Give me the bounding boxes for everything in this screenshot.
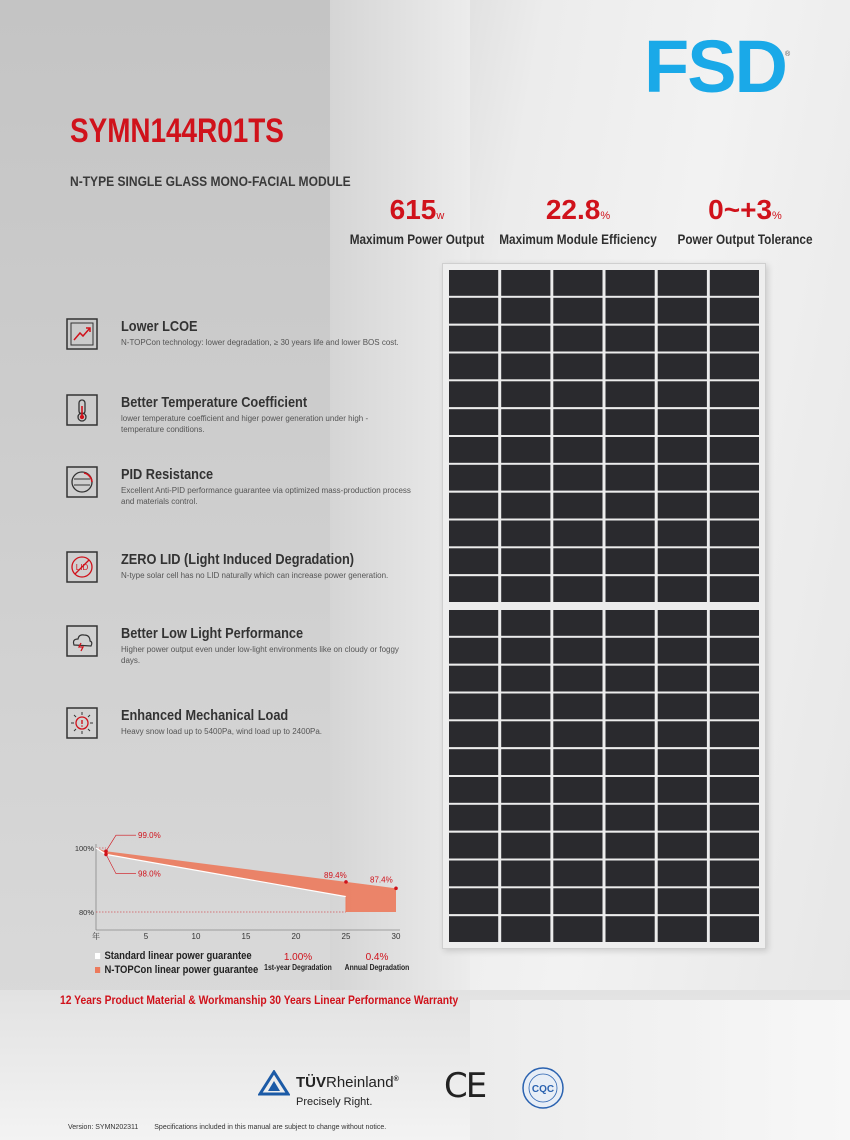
solar-cell: [501, 521, 550, 547]
tuv-tagline: Precisely Right.: [296, 1096, 373, 1108]
annual-degradation: [337, 952, 417, 972]
solar-cell: [553, 326, 602, 352]
solar-cell: [449, 861, 498, 887]
solar-cell: [553, 576, 602, 602]
feature-title: Lower LCOE: [121, 318, 198, 335]
solar-cell: [710, 493, 759, 519]
solar-cell: [658, 694, 707, 720]
solar-cell: [658, 270, 707, 296]
solar-cell: [606, 465, 655, 491]
solar-cell: [449, 548, 498, 574]
solar-cell: [553, 694, 602, 720]
solar-cell: [449, 381, 498, 407]
x-tick-label: 25: [341, 932, 351, 941]
solar-cell: [553, 833, 602, 859]
solar-cell: [501, 354, 550, 380]
solar-cell: [710, 888, 759, 914]
solar-cell: [501, 493, 550, 519]
solar-cell: [710, 666, 759, 692]
solar-cell: [710, 548, 759, 574]
first-year-degradation: [258, 952, 338, 972]
solar-cell: [606, 749, 655, 775]
solar-cell: [501, 610, 550, 636]
stat-unit: %: [772, 210, 782, 222]
x-tick-label: 10: [191, 932, 201, 941]
svg-text:LID: LID: [75, 563, 89, 572]
solar-cell: [501, 298, 550, 324]
solar-cell: [658, 298, 707, 324]
solar-cell: [710, 298, 759, 324]
x-tick-label: 15: [241, 932, 251, 941]
solar-cell: [606, 409, 655, 435]
solar-cell: [606, 270, 655, 296]
solar-cell: [606, 805, 655, 831]
solar-cell: [658, 777, 707, 803]
solar-cell: [710, 861, 759, 887]
solar-cell: [449, 666, 498, 692]
solar-cell: [710, 833, 759, 859]
legend-swatch: [95, 953, 100, 959]
version-label: Version: SYMN202311: [68, 1124, 139, 1131]
solar-cell: [710, 694, 759, 720]
solar-cell: [501, 437, 550, 463]
solar-cell: [501, 805, 550, 831]
solar-cell: [553, 298, 602, 324]
stat-efficiency: [483, 195, 673, 247]
solar-cell: [449, 270, 498, 296]
solar-cell: [606, 298, 655, 324]
solar-cell: [449, 465, 498, 491]
solar-cell: [501, 576, 550, 602]
solar-cell: [449, 521, 498, 547]
solar-cell: [710, 576, 759, 602]
solar-cell: [553, 805, 602, 831]
solar-cell: [658, 409, 707, 435]
solar-cell: [710, 916, 759, 942]
solar-cell: [658, 749, 707, 775]
solar-cell: [553, 749, 602, 775]
degradation-label: 1st-year Degradation: [264, 963, 332, 972]
feature-title: PID Resistance: [121, 466, 214, 483]
cqc-seal: [521, 1066, 565, 1110]
legend-standard: [95, 950, 252, 962]
solar-cell: [501, 548, 550, 574]
degradation-value: 1.00%: [283, 952, 313, 963]
solar-cell: [449, 409, 498, 435]
tuv-name-light: Rheinland: [326, 1074, 394, 1091]
solar-cell: [658, 381, 707, 407]
solar-cell: [658, 465, 707, 491]
thermometer-icon: [66, 394, 98, 426]
stat-tolerance: [650, 195, 840, 247]
data-label: 87.4%: [370, 875, 393, 885]
footer: [68, 1124, 386, 1131]
solar-cell: [606, 694, 655, 720]
y-tick-label: 100%: [74, 844, 94, 853]
stat-value: 22.8: [545, 194, 601, 225]
solar-cell: [658, 521, 707, 547]
solar-cell: [553, 638, 602, 664]
stat-label: Maximum Power Output: [349, 231, 485, 247]
solar-cell: [553, 610, 602, 636]
solar-cell: [606, 381, 655, 407]
solar-cell: [606, 576, 655, 602]
solar-cell: [449, 916, 498, 942]
tuv-name: [296, 1074, 399, 1091]
solar-cell: [449, 805, 498, 831]
x-tick-label: 5: [143, 932, 149, 941]
solar-cell: [501, 694, 550, 720]
stat-label: Power Output Tolerance: [677, 231, 813, 247]
feature-description: N-type solar cell has no LID naturally which can increase power generation.: [121, 571, 389, 580]
solar-cell: [501, 721, 550, 747]
solar-cell: [710, 638, 759, 664]
pid-shield-icon: [66, 466, 98, 498]
x-tick-label: 年: [92, 932, 100, 941]
legend-ntopcon: [95, 964, 258, 976]
solar-panel-cells: [449, 270, 759, 942]
solar-cell: [501, 270, 550, 296]
degradation-label: Annual Degradation: [344, 963, 410, 972]
solar-cell: [449, 749, 498, 775]
disclaimer: Specifications included in this manual are subject to change without notice.: [154, 1124, 387, 1131]
page-title: SYMN144R01TS: [70, 112, 284, 150]
feature-description: Excellent Anti-PID performance guarantee via optimized mass-production process and materials control.: [121, 486, 411, 506]
feature-title: Better Low Light Performance: [121, 625, 304, 642]
feature-description: Higher power output even under low-light environments like on cloudy or foggy days.: [121, 645, 399, 665]
solar-cell: [449, 888, 498, 914]
solar-cell: [658, 576, 707, 602]
series-ntopcon-area: [96, 848, 396, 912]
legend-label: N-TOPCon linear power guarantee: [104, 964, 259, 976]
solar-cell: [501, 465, 550, 491]
degradation-value: 0.4%: [365, 952, 389, 963]
solar-cell: [501, 777, 550, 803]
stat-unit: %: [600, 210, 611, 222]
solar-cell: [710, 721, 759, 747]
feature-description: lower temperature coefficient and higer power generation under high -temperature conditions.: [121, 414, 369, 434]
solar-cell: [658, 437, 707, 463]
solar-cell: [606, 326, 655, 352]
warranty-chart: [62, 830, 422, 955]
solar-panel-image: [442, 263, 766, 949]
data-point: [104, 849, 108, 853]
solar-cell: [658, 916, 707, 942]
svg-text:®: ®: [785, 51, 791, 58]
solar-cell: [710, 777, 759, 803]
solar-cell: [606, 916, 655, 942]
solar-cell: [606, 861, 655, 887]
solar-cell: [553, 493, 602, 519]
stat-value: 615: [389, 194, 437, 225]
annotation-leader: [106, 835, 136, 851]
feature-description: Heavy snow load up to 5400Pa, wind load up to 2400Pa.: [121, 727, 323, 736]
solar-cell: [553, 777, 602, 803]
solar-cell: [449, 354, 498, 380]
warranty-statement: 12 Years Product Material & Workmanship 30 Years Linear Performance Warranty: [60, 993, 459, 1007]
tuv-triangle-icon: [258, 1070, 290, 1096]
solar-cell: [658, 888, 707, 914]
brand-logo: [642, 30, 792, 100]
solar-cell: [658, 861, 707, 887]
solar-cell: [606, 777, 655, 803]
solar-cell: [501, 861, 550, 887]
trend-chart-icon: [66, 318, 98, 350]
solar-cell: [553, 437, 602, 463]
solar-cell: [658, 666, 707, 692]
solar-cell: [710, 354, 759, 380]
solar-cell: [501, 409, 550, 435]
stat-label: Maximum Module Efficiency: [499, 231, 657, 247]
solar-cell: [710, 326, 759, 352]
solar-cell: [710, 805, 759, 831]
solar-cell: [449, 298, 498, 324]
solar-cell: [449, 638, 498, 664]
solar-cell: [553, 381, 602, 407]
solar-cell: [710, 270, 759, 296]
solar-cell: [449, 694, 498, 720]
solar-cell: [658, 721, 707, 747]
solar-cell: [658, 638, 707, 664]
data-label: 98.0%: [138, 869, 161, 879]
no-lid-icon: [66, 551, 98, 583]
solar-cell: [606, 521, 655, 547]
solar-cell: [553, 916, 602, 942]
data-point: [394, 887, 398, 891]
chart-legend: [95, 950, 425, 980]
solar-cell: [710, 521, 759, 547]
solar-cell: [449, 721, 498, 747]
solar-cell: [606, 493, 655, 519]
x-tick-label: 30: [391, 932, 401, 941]
legend-swatch: [95, 967, 100, 973]
solar-cell: [501, 749, 550, 775]
solar-cell: [501, 326, 550, 352]
feature-description: N-TOPCon technology: lower degradation, ≥ 30 years life and lower BOS cost.: [121, 338, 399, 347]
solar-cell: [449, 777, 498, 803]
solar-cell: [658, 833, 707, 859]
data-point: [344, 880, 348, 884]
solar-cell: [606, 888, 655, 914]
solar-cell: [710, 749, 759, 775]
cloud-sun-icon: [66, 625, 98, 657]
legend-label: Standard linear power guarantee: [104, 950, 252, 962]
solar-cell: [606, 638, 655, 664]
solar-cell: [553, 548, 602, 574]
solar-cell: [449, 437, 498, 463]
solar-cell: [501, 916, 550, 942]
solar-cell: [658, 805, 707, 831]
stat-unit: w: [436, 210, 445, 222]
solar-cell: [710, 381, 759, 407]
solar-cell: [658, 610, 707, 636]
solar-cell: [606, 437, 655, 463]
solar-cell: [449, 833, 498, 859]
solar-cell: [606, 548, 655, 574]
solar-cell: [501, 666, 550, 692]
solar-cell: [710, 610, 759, 636]
solar-cell: [710, 437, 759, 463]
solar-cell: [658, 326, 707, 352]
load-sun-icon: [66, 707, 98, 739]
solar-cell: [501, 888, 550, 914]
solar-cell: [553, 465, 602, 491]
x-tick-label: 20: [291, 932, 301, 941]
tuv-rheinland-logo: [258, 1064, 458, 1114]
feature-title: ZERO LID (Light Induced Degradation): [121, 551, 355, 568]
solar-cell: [606, 833, 655, 859]
solar-cell: [449, 610, 498, 636]
solar-cell: [710, 465, 759, 491]
solar-cell: [710, 409, 759, 435]
solar-cell: [501, 833, 550, 859]
stat-value: 0~+3: [708, 194, 773, 225]
solar-cell: [658, 493, 707, 519]
solar-cell: [553, 409, 602, 435]
tuv-registered-mark: ®: [393, 1076, 399, 1083]
solar-cell: [553, 354, 602, 380]
solar-cell: [501, 381, 550, 407]
solar-cell: [606, 666, 655, 692]
feature-title: Enhanced Mechanical Load: [121, 707, 289, 724]
solar-cell: [658, 548, 707, 574]
data-label: 99.0%: [138, 831, 161, 841]
data-label: 89.4%: [324, 870, 347, 880]
solar-cell: [449, 576, 498, 602]
solar-cell: [553, 270, 602, 296]
solar-cell: [606, 354, 655, 380]
brand-logo-text: FSD: [644, 30, 786, 100]
y-tick-label: 80%: [78, 908, 94, 917]
solar-cell: [606, 721, 655, 747]
cqc-text: CQC: [531, 1084, 555, 1095]
ce-mark: CE: [444, 1066, 486, 1106]
tuv-name-bold: TÜV: [296, 1074, 326, 1091]
solar-cell: [449, 493, 498, 519]
page-subtitle: N-TYPE SINGLE GLASS MONO-FACIAL MODULE: [70, 173, 351, 189]
solar-cell: [501, 638, 550, 664]
feature-title: Better Temperature Coefficient: [121, 394, 308, 411]
solar-cell: [553, 721, 602, 747]
solar-cell: [553, 861, 602, 887]
solar-cell: [553, 521, 602, 547]
solar-cell: [449, 326, 498, 352]
solar-cell: [553, 666, 602, 692]
solar-cell: [658, 354, 707, 380]
solar-cell: [553, 888, 602, 914]
solar-cell: [606, 610, 655, 636]
